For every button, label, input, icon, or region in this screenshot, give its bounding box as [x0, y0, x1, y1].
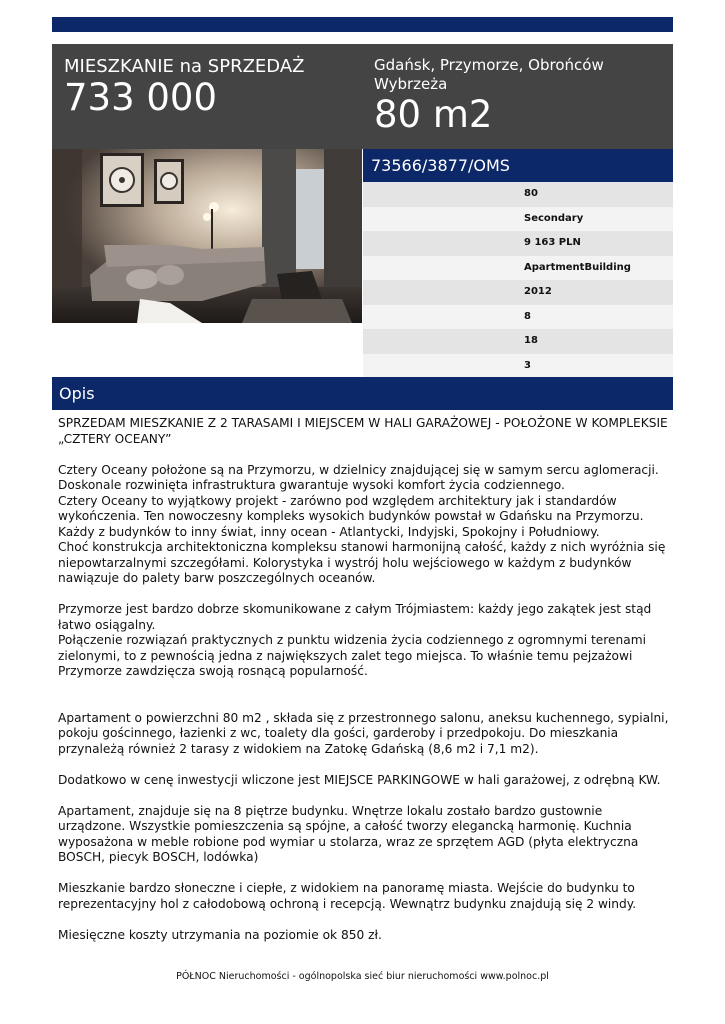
listing-price: 733 000 — [64, 76, 218, 119]
description-paragraph: Cztery Oceany położone są na Przymorzu, w dzielnicy znajdującej się w samym sercu aglomeracji. — [58, 462, 659, 477]
description-heading-bar — [52, 377, 673, 410]
detail-row: 80 — [363, 182, 673, 207]
detail-row: ApartmentBuilding — [363, 256, 673, 281]
detail-row: 8 — [363, 305, 673, 330]
description-paragraph: Dodatkowo w cenę inwestycji wliczone jest MIEJSCE PARKINGOWE w hali garażowej, z odrębną KW. — [58, 772, 661, 787]
detail-row: 9 163 PLN — [363, 231, 673, 256]
top-bar — [52, 17, 673, 32]
description-paragraph: Apartament o powierzchni 80 m2 , składa się z przestronnego salonu, aneksu kuchennego, sypialni, pokoju gościnnego, łazienki z wc, toalety dla gości, garderoby i przedpokoju. Do mieszkania przynależą również 2 tarasy z widokiem na Zatokę Gdańską (8,6 m2 i 7,1 m2). — [58, 710, 669, 756]
description-paragraph: Doskonale rozwinięta infrastruktura gwarantuje wysoki komfort życia codziennego. — [58, 478, 565, 492]
description-heading: Opis — [59, 384, 95, 403]
description-paragraph: Przymorze jest bardzo dobrze skomunikowane z całym Trójmiastem: każdy jego zakątek jest stąd łatwo osiągalny. — [58, 602, 652, 632]
description-body — [58, 416, 670, 943]
footer-text: PÓŁNOC Nieruchomości - ogólnopolska sieć biur nieruchomości www.polnoc.pl — [176, 971, 549, 982]
listing-type-label: MIESZKANIE na SPRZEDAŻ — [64, 56, 305, 77]
reference-number: 73566/3877/OMS — [363, 149, 673, 182]
description-paragraph: Choć konstrukcja architektoniczna kompleksu stanowi harmonijną całość, każdy z nich wyróżnia się niepowtarzalnymi szczegółami. Kolorystyka i wystrój holu wejściowego w każdym z budynków nawiązuje do palety barw poszczególnych oceanów. — [58, 540, 666, 585]
description-title: SPRZEDAM MIESZKANIE Z 2 TARASAMI I MIEJSCEM W HALI GARAŻOWEJ - POŁOŻONE W KOMPLEKSIE „CZTERY OCEANY” — [58, 416, 668, 446]
detail-row: 18 — [363, 329, 673, 354]
detail-row: 3 — [363, 354, 673, 379]
listing-header — [52, 44, 673, 149]
listing-area: 80 m2 — [374, 93, 493, 136]
detail-row: 2012 — [363, 280, 673, 305]
description-paragraph: Każdy z budynków to inny świat, inny ocean - Atlantycki, Indyjski, Spokojny i Południowy. — [58, 524, 600, 539]
details-panel — [363, 149, 673, 378]
description-paragraph: Cztery Oceany to wyjątkowy projekt - zarówno pod względem architektury jak i standardów wykończenia. Ten nowoczesny kompleks wysokich budynków powstał w Gdańsku na Przymorzu. — [58, 493, 644, 523]
detail-row: Secondary — [363, 207, 673, 232]
listing-location: Gdańsk, Przymorze, Obrońców Wybrzeża — [374, 56, 604, 93]
description-paragraph: Apartament, znajduje się na 8 piętrze budynku. Wnętrze lokalu zostało bardzo gustownie urządzone. Wszystkie pomieszczenia są spójne, a całość tworzy elegancką harmonię. Kuchnia wyposażona w meble robione pod wymiar u stolarza, wraz ze sprzętem AGD (płyta elektryczna BOSCH, piecyk BOSCH, lodówka) — [58, 803, 639, 864]
description-paragraph: Mieszkanie bardzo słoneczne i ciepłe, z widokiem na panoramę miasta. Wejście do budynku to reprezentacyjny hol z całodobową ochroną i recepcją. Wewnątrz budynku znajdują się 2 windy. — [58, 881, 637, 911]
apartment-photo — [52, 149, 362, 323]
description-paragraph: Połączenie rozwiązań praktycznych z punktu widzenia życia codziennego z ogromnymi terenami zielonymi, to z pewnością jedna z największych zalet tego miejsca. To właśnie temu pejzażowi Przymorze zawdzięcza swoją rosnącą popularność. — [58, 633, 646, 678]
description-paragraph: Miesięczne koszty utrzymania na poziomie ok 850 zł. — [58, 927, 382, 942]
